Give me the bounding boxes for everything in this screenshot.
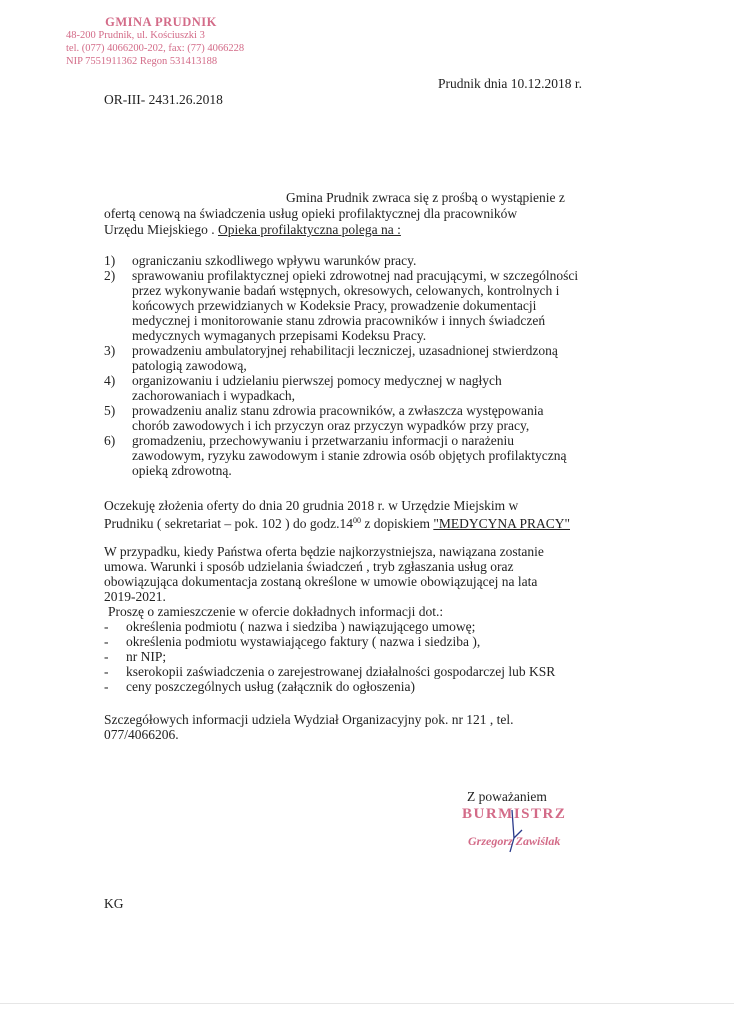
list-number: 1) bbox=[104, 253, 116, 268]
reference-number: OR-III- 2431.26.2018 bbox=[104, 92, 223, 107]
request-list bbox=[104, 619, 555, 694]
list-text: ceny poszczególnych usług (załącznik do ogłoszenia) bbox=[126, 679, 416, 694]
list-text: określenia podmiotu ( nazwa i siedziba ) nawiązującego umowę; bbox=[126, 619, 476, 634]
intro-underlined-heading: Opieka profilaktyczna polega na : bbox=[217, 222, 401, 237]
list-item bbox=[104, 403, 664, 433]
dash-bullet: - bbox=[104, 649, 109, 664]
stamp-name: GMINA PRUDNIK bbox=[105, 15, 217, 29]
intro-line-2: ofertą cenową na świadczenia usług opieki profilaktycznej dla pracowników bbox=[104, 206, 518, 221]
contact-paragraph bbox=[104, 712, 644, 742]
list-number: 5) bbox=[104, 403, 116, 418]
closing-phrase: Z poważaniem bbox=[467, 789, 547, 804]
intro-line-1: Gmina Prudnik zwraca się z prośbą o wystąpienie z bbox=[286, 190, 565, 205]
author-initials: KG bbox=[104, 896, 124, 911]
list-text: ograniczaniu szkodliwego wpływu warunków pracy. bbox=[132, 253, 417, 268]
dash-bullet: - bbox=[104, 634, 109, 649]
list-text: organizowaniu i udzielaniu pierwszej pomocy medycznej w nagłych bbox=[132, 373, 502, 388]
list-text: prowadzeniu analiz stanu zdrowia pracowników, a zwłaszcza występowania bbox=[132, 403, 544, 418]
list-item bbox=[104, 433, 664, 478]
signatory-title-stamp: BURMISTRZ bbox=[462, 806, 567, 822]
list-item bbox=[104, 343, 664, 373]
intro-paragraph bbox=[104, 190, 644, 238]
dash-bullet: - bbox=[104, 679, 109, 694]
list-number: 6) bbox=[104, 433, 116, 448]
list-item bbox=[104, 268, 664, 343]
list-item bbox=[104, 679, 555, 694]
contact-line-1: Szczegółowych informacji udziela Wydział Organizacyjny pok. nr 121 , tel. bbox=[104, 712, 514, 727]
intro-line-3 bbox=[104, 222, 644, 238]
deadline-hour-minutes: 00 bbox=[352, 516, 361, 525]
place-date: Prudnik dnia 10.12.2018 r. bbox=[438, 76, 582, 91]
list-text: określenia podmiotu wystawiającego faktury ( nazwa i siedziba ), bbox=[126, 634, 481, 649]
deadline-line-2-end: z dopiskiem bbox=[360, 516, 434, 531]
terms-line: umowa. Warunki i sposób udzielania świadczeń , tryb zgłaszania usług oraz bbox=[104, 559, 514, 574]
list-number: 3) bbox=[104, 343, 116, 358]
envelope-label: "MEDYCYNA PRACY" bbox=[433, 516, 570, 531]
stamp-phone: tel. (077) 4066200-202, fax: (77) 4066228 bbox=[66, 43, 245, 54]
list-number: 2) bbox=[104, 268, 116, 283]
list-text: gromadzeniu, przechowywaniu i przetwarzaniu informacji o narażeniu bbox=[132, 433, 514, 448]
deadline-line-1: Oczekuję złożenia oferty do dnia 20 grudnia 2018 r. w Urzędzie Miejskim w bbox=[104, 498, 519, 513]
list-item bbox=[104, 373, 664, 403]
dash-bullet: - bbox=[104, 664, 109, 679]
deadline-line-2 bbox=[104, 513, 644, 531]
handwritten-signature bbox=[500, 808, 530, 858]
list-text: opieką zdrowotną. bbox=[132, 463, 232, 478]
intro-line-3-start: Urzędu Miejskiego . bbox=[104, 222, 218, 237]
duties-list bbox=[104, 253, 664, 478]
terms-paragraph bbox=[104, 544, 644, 604]
list-text: zawodowym, ryzyku zawodowym i stanie zdrowia osób objętych profilaktyczną bbox=[132, 448, 567, 463]
list-text: sprawowaniu profilaktycznej opieki zdrowotnej nad pracującymi, w szczególności bbox=[132, 268, 579, 283]
contact-line-2: 077/4066206. bbox=[104, 727, 179, 742]
list-item bbox=[104, 253, 664, 268]
deadline-line-2-start: Prudniku ( sekretariat – pok. 102 ) do godz.14 bbox=[104, 516, 353, 531]
list-text: medycznej i monitorowanie stanu zdrowia pracowników i innych świadczeń bbox=[132, 313, 546, 328]
stamp-ids: NIP 7551911362 Regon 531413188 bbox=[66, 56, 218, 67]
list-text: końcowych przewidzianych w Kodeksie Pracy, prowadzenie dokumentacji bbox=[132, 298, 537, 313]
list-text: chorób zawodowych i ich przyczyn oraz przyczyn wypadków przy pracy, bbox=[132, 418, 530, 433]
list-text: nr NIP; bbox=[126, 649, 167, 664]
terms-line: 2019-2021. bbox=[104, 589, 166, 604]
list-number: 4) bbox=[104, 373, 116, 388]
list-text: przez wykonywanie badań wstępnych, okresowych, celowanych, kontrolnych i bbox=[132, 283, 560, 298]
list-text: zachorowaniach i wypadkach, bbox=[132, 388, 296, 403]
dash-bullet: - bbox=[104, 619, 109, 634]
deadline-paragraph bbox=[104, 498, 644, 531]
list-item bbox=[104, 619, 555, 634]
list-text: kserokopii zaświadczenia o zarejestrowanej działalności gospodarczej lub KSR bbox=[126, 664, 556, 679]
list-item bbox=[104, 664, 555, 679]
letterhead-stamp bbox=[66, 16, 276, 68]
request-title: Proszę o zamieszczenie w ofercie dokładnych informacji dot.: bbox=[108, 604, 444, 619]
list-text: prowadzeniu ambulatoryjnej rehabilitacji leczniczej, uzasadnionej stwierdzoną bbox=[132, 343, 558, 358]
terms-line: obowiązująca dokumentacja zostaną określone w umowie obowiązującej na lata bbox=[104, 574, 538, 589]
signatory-name-stamp: Grzegorz Zawiślak bbox=[468, 834, 561, 848]
page-bottom-divider bbox=[0, 1003, 734, 1004]
list-text: medycznych wymaganych przepisami Kodeksu Pracy. bbox=[132, 328, 427, 343]
terms-line: W przypadku, kiedy Państwa oferta będzie najkorzystniejsza, nawiązana zostanie bbox=[104, 544, 544, 559]
list-item bbox=[104, 634, 555, 649]
stamp-address: 48-200 Prudnik, ul. Kościuszki 3 bbox=[66, 30, 205, 41]
list-text: patologią zawodową, bbox=[132, 358, 247, 373]
list-item bbox=[104, 649, 555, 664]
